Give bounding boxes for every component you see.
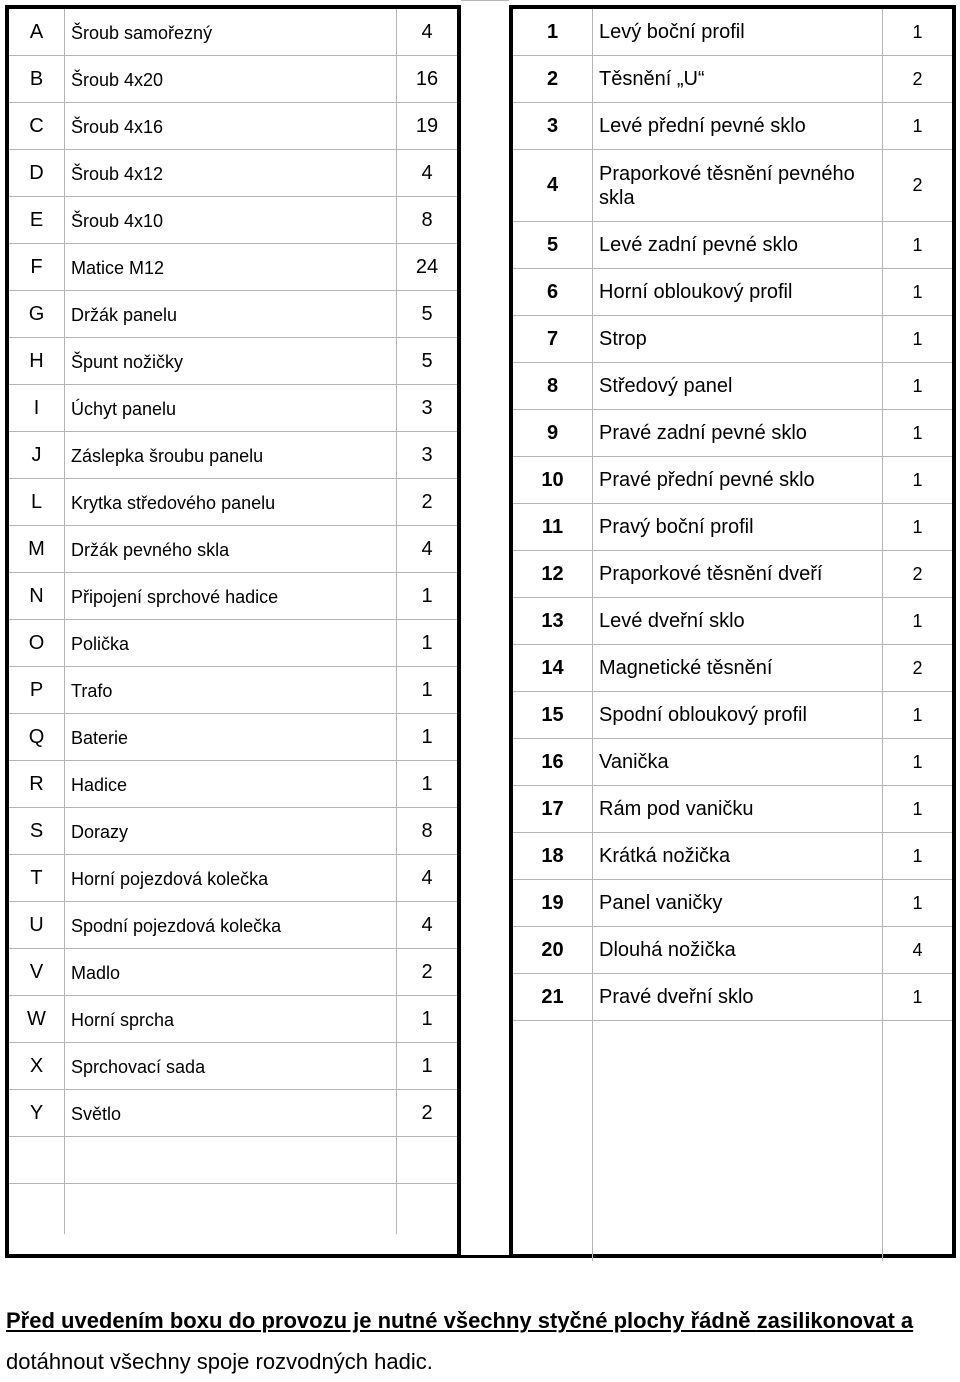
cell-key: 1: [513, 9, 593, 55]
cell-qty: 1: [421, 631, 433, 654]
table-row: [9, 150, 457, 197]
cell-qty: 8: [421, 208, 433, 231]
cell-qty: 1: [421, 678, 433, 701]
cell-qty: 5: [421, 349, 433, 372]
table-row: [513, 645, 952, 692]
cell-name: Úchyt panelu: [65, 385, 397, 431]
cell-key: R: [9, 761, 65, 807]
cell-name: Levé zadní pevné sklo: [593, 222, 883, 268]
cell-key: 6: [513, 269, 593, 315]
cell-qty: 16: [415, 67, 439, 90]
table-row: [9, 244, 457, 291]
cell-name: Rám pod vaničku: [593, 786, 883, 832]
table-row: [9, 1184, 457, 1234]
cell-key: 15: [513, 692, 593, 738]
table-row: [9, 291, 457, 338]
cell-qty: 2: [912, 175, 923, 195]
table-row: [513, 551, 952, 598]
cell-name: Spodní pojezdová kolečka: [65, 902, 397, 948]
cell-key: T: [9, 855, 65, 901]
cell-qty: 1: [912, 234, 923, 255]
cell-key: 10: [513, 457, 593, 503]
cell-name: Polička: [65, 620, 397, 666]
cell-name: Držák panelu: [65, 291, 397, 337]
cell-key: 2: [513, 56, 593, 102]
table-row: [9, 197, 457, 244]
cell-qty: 2: [421, 490, 433, 513]
table-row: [9, 714, 457, 761]
cell-key: X: [9, 1043, 65, 1089]
cell-name: Šroub 4x12: [65, 150, 397, 196]
table-row: [513, 269, 952, 316]
cell-key: U: [9, 902, 65, 948]
cell-key: 11: [513, 504, 593, 550]
cell-name: Horní obloukový profil: [593, 269, 883, 315]
table-row: [513, 410, 952, 457]
table-row: [9, 855, 457, 902]
table-row: [513, 974, 952, 1021]
cell-qty: 1: [421, 772, 433, 795]
cell-name: Levé dveřní sklo: [593, 598, 883, 644]
cell-key: G: [9, 291, 65, 337]
cell-key: B: [9, 56, 65, 102]
cell-name: Krátká nožička: [593, 833, 883, 879]
table-row: [513, 457, 952, 504]
cell-name: Horní sprcha: [65, 996, 397, 1042]
cell-name: Pravý boční profil: [593, 504, 883, 550]
cell-qty: 1: [912, 798, 923, 819]
cell-qty: 1: [421, 1054, 433, 1077]
cell-qty: 1: [912, 375, 923, 396]
cell-qty: [397, 1184, 457, 1234]
cell-qty: 1: [912, 704, 923, 725]
cell-name: Spodní obloukový profil: [593, 692, 883, 738]
cell-key: 16: [513, 739, 593, 785]
cell-qty: 19: [415, 114, 439, 137]
cell-key: 3: [513, 103, 593, 149]
cell-name: Magnetické těsnění: [593, 645, 883, 691]
cell-qty: 1: [912, 892, 923, 913]
cell-name: Středový panel: [593, 363, 883, 409]
cell-qty: 1: [421, 1007, 433, 1030]
cell-key: 5: [513, 222, 593, 268]
cell-key: P: [9, 667, 65, 713]
table-row: [9, 808, 457, 855]
cell-name: Strop: [593, 316, 883, 362]
cell-key: M: [9, 526, 65, 572]
table-row: [9, 1043, 457, 1090]
footer-note-bold-1: Před uvedením boxu do provozu je nutné všechny styčné plochy řádně: [6, 1308, 757, 1333]
cell-qty: 2: [421, 1101, 433, 1124]
cell-qty: 8: [421, 819, 433, 842]
table-row: [513, 692, 952, 739]
table-row: [9, 761, 457, 808]
cell-key: N: [9, 573, 65, 619]
table-row: [513, 1021, 952, 1261]
cell-key: O: [9, 620, 65, 666]
cell-key: F: [9, 244, 65, 290]
table-row: [513, 786, 952, 833]
cell-key: W: [9, 996, 65, 1042]
table-row: [9, 432, 457, 479]
cell-qty: 1: [912, 281, 923, 302]
cell-qty: 2: [912, 657, 923, 678]
cell-qty: 4: [421, 537, 433, 560]
cell-name: Záslepka šroubu panelu: [65, 432, 397, 478]
cell-name: Pravé dveřní sklo: [593, 974, 883, 1020]
cell-name: Baterie: [65, 714, 397, 760]
cell-qty: 4: [421, 913, 433, 936]
cell-key: 8: [513, 363, 593, 409]
cell-name: Praporkové těsnění pevného skla: [593, 150, 883, 221]
table-spine: [461, 0, 509, 1258]
cell-key: 20: [513, 927, 593, 973]
table-row: [513, 504, 952, 551]
table-row: [513, 9, 952, 56]
table-row: [513, 56, 952, 103]
table-row: [513, 833, 952, 880]
cell-qty: 1: [912, 422, 923, 443]
cell-qty: 24: [415, 255, 439, 278]
cell-qty: 2: [912, 68, 923, 89]
cell-key: [9, 1137, 65, 1183]
cell-qty: 4: [421, 161, 433, 184]
cell-key: 21: [513, 974, 593, 1020]
cell-qty: 4: [421, 866, 433, 889]
cell-key: S: [9, 808, 65, 854]
cell-name: Levý boční profil: [593, 9, 883, 55]
table-row: [9, 620, 457, 667]
cell-qty: 1: [912, 751, 923, 772]
cell-qty: 1: [912, 469, 923, 490]
cell-name: Šroub 4x10: [65, 197, 397, 243]
cell-qty: 3: [421, 443, 433, 466]
cell-qty: 1: [421, 584, 433, 607]
cell-name: Hadice: [65, 761, 397, 807]
cell-qty: 2: [912, 563, 923, 584]
cell-key: Y: [9, 1090, 65, 1136]
table-row: [9, 479, 457, 526]
parts-table-numbers: [509, 5, 956, 1258]
cell-key: Q: [9, 714, 65, 760]
cell-key: D: [9, 150, 65, 196]
cell-qty: 4: [421, 20, 433, 43]
cell-name: Madlo: [65, 949, 397, 995]
cell-key: 12: [513, 551, 593, 597]
cell-qty: 2: [421, 960, 433, 983]
cell-name: Šroub 4x16: [65, 103, 397, 149]
cell-name: Dlouhá nožička: [593, 927, 883, 973]
table-row: [9, 526, 457, 573]
cell-key: 19: [513, 880, 593, 926]
cell-key: J: [9, 432, 65, 478]
cell-name: Světlo: [65, 1090, 397, 1136]
table-row: [9, 9, 457, 56]
table-row: [9, 338, 457, 385]
cell-name: Dorazy: [65, 808, 397, 854]
cell-key: V: [9, 949, 65, 995]
cell-qty: [397, 1137, 457, 1183]
table-row: [9, 667, 457, 714]
table-row: [513, 880, 952, 927]
cell-key: 14: [513, 645, 593, 691]
table-row: [9, 1090, 457, 1137]
cell-name: Špunt nožičky: [65, 338, 397, 384]
cell-qty: 1: [912, 845, 923, 866]
cell-name: Horní pojezdová kolečka: [65, 855, 397, 901]
cell-qty: 5: [421, 302, 433, 325]
table-row: [9, 573, 457, 620]
cell-name: Sprchovací sada: [65, 1043, 397, 1089]
cell-key: I: [9, 385, 65, 431]
cell-name: Levé přední pevné sklo: [593, 103, 883, 149]
cell-qty: 1: [912, 328, 923, 349]
cell-qty: 1: [912, 986, 923, 1007]
table-row: [513, 103, 952, 150]
cell-qty: 1: [421, 725, 433, 748]
cell-key: [9, 1184, 65, 1234]
cell-key: L: [9, 479, 65, 525]
cell-qty: 1: [912, 610, 923, 631]
footer-note-rest: dotáhnout všechny spoje rozvodných hadic.: [6, 1349, 433, 1374]
cell-key: 9: [513, 410, 593, 456]
cell-key: [513, 1021, 593, 1261]
cell-name: Matice M12: [65, 244, 397, 290]
cell-name: Těsnění „U“: [593, 56, 883, 102]
footer-note-bold-2: zasilikonovat a: [756, 1308, 914, 1333]
cell-key: 13: [513, 598, 593, 644]
cell-name: Praporkové těsnění dveří: [593, 551, 883, 597]
cell-name: Šroub samořezný: [65, 9, 397, 55]
cell-qty: 1: [912, 115, 923, 136]
table-row: [9, 902, 457, 949]
cell-key: E: [9, 197, 65, 243]
cell-name: Držák pevného skla: [65, 526, 397, 572]
cell-name: Vanička: [593, 739, 883, 785]
table-row: [513, 222, 952, 269]
table-row: [513, 739, 952, 786]
cell-qty: 1: [912, 21, 923, 42]
table-row: [9, 385, 457, 432]
table-row: [513, 316, 952, 363]
cell-name: Připojení sprchové hadice: [65, 573, 397, 619]
cell-key: C: [9, 103, 65, 149]
cell-name: Trafo: [65, 667, 397, 713]
cell-key: 4: [513, 150, 593, 221]
table-row: [513, 598, 952, 645]
cell-name: Krytka středového panelu: [65, 479, 397, 525]
cell-key: 18: [513, 833, 593, 879]
table-row: [513, 363, 952, 410]
footer-note: [6, 1300, 954, 1382]
cell-qty: 4: [912, 939, 923, 960]
table-row: [513, 927, 952, 974]
cell-qty: 1: [912, 516, 923, 537]
cell-name: Panel vaničky: [593, 880, 883, 926]
table-row: [9, 949, 457, 996]
cell-name: [65, 1184, 397, 1234]
cell-qty: [883, 1021, 952, 1261]
parts-table-letters: [5, 5, 461, 1258]
cell-name: Pravé zadní pevné sklo: [593, 410, 883, 456]
table-row: [9, 56, 457, 103]
cell-name: [593, 1021, 883, 1261]
cell-name: [65, 1137, 397, 1183]
cell-name: Šroub 4x20: [65, 56, 397, 102]
cell-key: A: [9, 9, 65, 55]
cell-name: Pravé přední pevné sklo: [593, 457, 883, 503]
table-row: [9, 1137, 457, 1184]
table-row: [9, 996, 457, 1043]
table-row: [9, 103, 457, 150]
cell-qty: 3: [421, 396, 433, 419]
cell-key: 17: [513, 786, 593, 832]
cell-key: 7: [513, 316, 593, 362]
table-row: [513, 150, 952, 222]
cell-key: H: [9, 338, 65, 384]
